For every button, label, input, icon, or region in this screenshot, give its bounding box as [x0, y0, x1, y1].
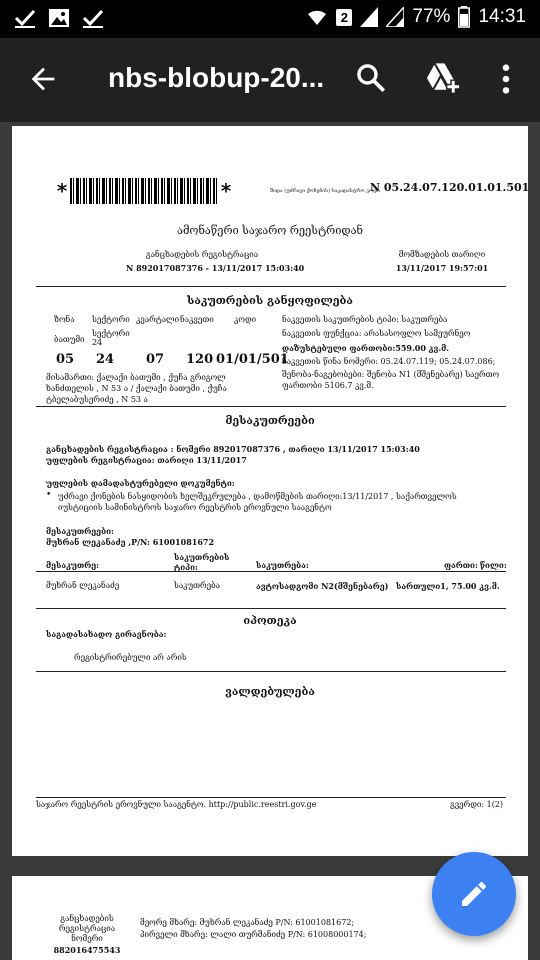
code-header-quarter: კვარტალი: [136, 315, 180, 324]
divider: [36, 671, 506, 672]
document-title: nbs-blobup-20...: [108, 62, 325, 93]
notification-icons: [14, 8, 104, 28]
table-cell-area: სართული1, 75.00 კვ.მ.: [396, 581, 500, 591]
pdf-page-1: [12, 126, 528, 856]
address: მისამართი: ქალაქი ბათუმი , ქუჩა გრიგოლ ხანძთელის , N 53 ა / ქალაქი ბათუმი , ქუჩა ტბელაბუსერიძე , N 53 ა: [46, 373, 227, 404]
sim-badge: 2: [336, 9, 352, 26]
check-icon: [82, 8, 104, 28]
status-bar: [0, 0, 540, 38]
footer-page: გვერდი: 1(2): [450, 800, 504, 809]
code-header-parcel: ნაკვეთი: [180, 315, 214, 324]
footer-divider: [36, 797, 506, 798]
document-heading: ამონაწერი საჯარო რეესტრიდან: [177, 224, 363, 237]
divider: [36, 608, 506, 609]
info-line: ნაკვეთის ფუნქცია: არასასოფლო სამეურნეო: [282, 329, 471, 338]
code-header-sector: სექტორი: [92, 315, 130, 324]
page2-left-line: ნომერი: [71, 934, 103, 943]
search-icon[interactable]: [354, 61, 388, 95]
bullet-icon: •: [46, 490, 52, 500]
signal-icon: [360, 7, 378, 27]
battery-icon: [458, 6, 470, 28]
code-value-parcel: 120: [186, 352, 214, 367]
table-cell-owner: მუხრან ლეკანაძე: [46, 581, 120, 590]
page2-right-line: პირველი მხარე: ლალი თურმანიძე P/N: 61008000174;: [140, 930, 367, 939]
page2-right-line: მეორე მხარე: მუხრან ლეკანაძე P/N: 61001081672;: [140, 918, 355, 927]
check-icon: [14, 8, 36, 28]
footer-left: საჯარო რეესტრის ეროვნული სააგენტო. http://public.reestri.gov.ge: [36, 800, 317, 809]
clock: 14:31: [478, 6, 526, 27]
divider: [36, 406, 506, 407]
pencil-icon: [458, 878, 490, 910]
page2-left-line: განცხადების: [60, 914, 114, 923]
code-sub-city: ბათუმი: [54, 335, 85, 344]
code-value-sector: 24: [96, 352, 115, 367]
table-header-share: წილი:: [480, 560, 507, 570]
reg-value: N 892017087376 - 13/11/2017 15:03:40: [126, 263, 305, 273]
table-header-type: საკუთრების ტიპი:: [174, 552, 230, 572]
basis-text: უძრავი ქონების ნასყიდობის ხელშეკრულება , დამოწმების თარიღი:13/11/2017 , საქართველოს იუსტიციის სამინისტროს საჯარო რეესტრის ეროვნული სააგენტო: [58, 492, 457, 512]
owners-label: მესაკუთრეები:: [46, 526, 114, 536]
signal-icon: [386, 7, 404, 27]
prep-value: 13/11/2017 19:57:01: [395, 263, 489, 273]
section-debts: ვალდებულება: [225, 685, 315, 698]
pdf-viewer[interactable]: [0, 122, 540, 960]
info-line: შენობა-ნაგებობები: შენობა N1 (მშენებარე) საერთო ფართობი 5106.7 კვ.მ.: [282, 370, 500, 390]
table-header-property: საკუთრება:: [256, 560, 309, 570]
table-header-owner: მესაკუთრე:: [46, 560, 100, 570]
table-cell-property: ავტოსადგომი N2(მშენებარე): [256, 581, 389, 591]
doc-number: N 05.24.07.120.01.01.501: [370, 181, 530, 194]
mortgage-text: რეგისტრირებული არ არის: [74, 653, 187, 662]
doc-number-caption: შიდა (უძრავი ქონების) საკადასტრო კოდი: [270, 188, 381, 194]
prep-label: მომზადების თარიღი: [398, 250, 486, 259]
info-line: ნაკვეთის წინა ნომერი: 05.24.07.119; 05.24.07.086;: [282, 357, 496, 366]
code-value-quarter: 07: [146, 352, 165, 367]
table-divider: [36, 571, 506, 572]
barcode: * *: [56, 179, 233, 203]
code-header-zone: ზონა: [54, 315, 75, 324]
image-icon: [48, 8, 70, 28]
table-cell-type: საკუთრება: [174, 581, 220, 590]
page2-left-line: 882016475543: [53, 945, 121, 955]
mortgage-label: საგადასახადო გირავნობა:: [46, 629, 167, 639]
reg-label: განცხადების რეგისტრაცია: [145, 250, 259, 259]
info-line: დაზუსტებული ფართობი:559.00 კვ.მ.: [282, 343, 450, 353]
code-sub-sector: სექტორი 24: [92, 329, 130, 347]
divider: [36, 286, 506, 287]
table-header-area: ფართი:: [444, 560, 478, 570]
battery-percent: 77%: [412, 6, 451, 27]
section-property: საკუთრების განყოფილება: [187, 294, 353, 307]
code-value-zone: 05: [56, 352, 75, 367]
code-header-code: კოდი: [234, 315, 257, 324]
owner-date: უფლების რეგისტრაცია: თარიღი 13/11/2017: [46, 455, 247, 465]
drive-add-icon[interactable]: [424, 60, 462, 96]
page2-left-line: რეგისტრაცია: [58, 924, 116, 933]
owner-reg: განცხადების რეგისტრაცია : ნომერი 892017087376 , თარიღი 13/11/2017 15:03:40: [46, 444, 420, 454]
more-vert-icon[interactable]: [496, 62, 516, 96]
edit-fab-button[interactable]: [432, 852, 516, 936]
section-mortgage: იპოთეკა: [243, 614, 297, 627]
code-value-code: 01/01/501: [216, 352, 289, 367]
info-line: ნაკვეთის საკუთრების ტიპი: საკუთრება: [282, 315, 448, 324]
barcode-bars: [70, 178, 218, 204]
back-arrow-icon[interactable]: [26, 62, 60, 96]
owner-name-pn: მუხრან ლეკანაძე ,P/N: 61001081672: [46, 537, 215, 547]
basis-label: უფლების დამადასტურებელი დოკუმენტი:: [46, 478, 235, 488]
app-bar: [0, 38, 540, 122]
section-owners: მესაკუთრეები: [225, 414, 315, 427]
wifi-icon: [306, 7, 328, 27]
